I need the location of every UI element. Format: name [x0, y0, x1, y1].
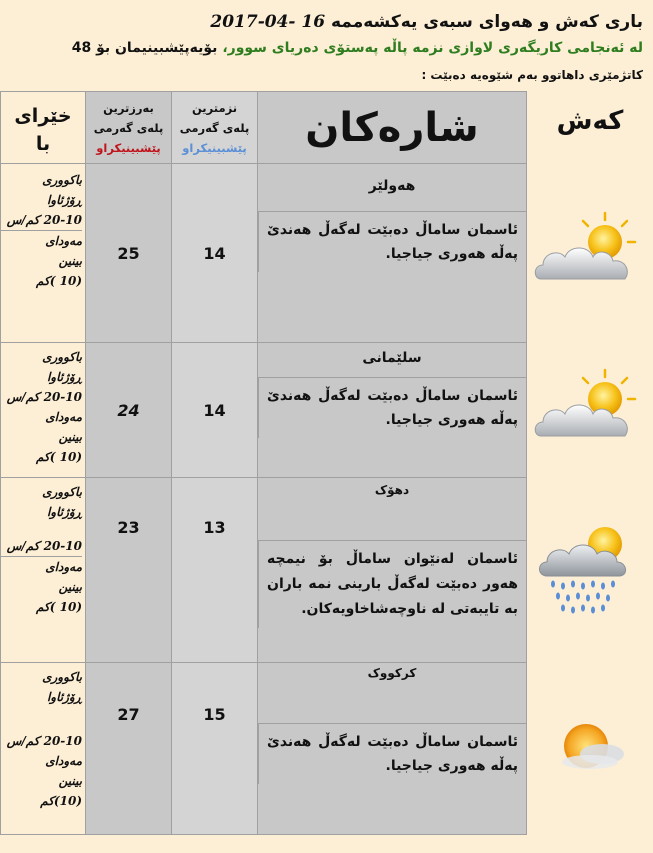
max-temp-value: 25 [86, 164, 172, 343]
max-temp-value: 24 [86, 343, 172, 478]
visibility-text: مەودای [45, 410, 82, 424]
visibility-text: (10 )کم [36, 450, 82, 464]
visibility-text: بینین [58, 580, 82, 594]
visibility-text: (10 )کم [36, 600, 82, 614]
visibility-text: مەودای [45, 234, 82, 248]
min-temp-value: 14 [172, 343, 258, 478]
wind-text: باکووری [42, 350, 82, 364]
wind-cell [1, 164, 86, 343]
visibility-text: بینین [58, 774, 82, 788]
visibility-text: بینین [58, 254, 82, 268]
forecast-table [0, 91, 653, 835]
sun-haze-icon [540, 712, 640, 782]
city-cell [258, 164, 527, 343]
table-row [1, 478, 653, 663]
forecast-title [210, 12, 643, 32]
city-name: کرکووک [258, 663, 526, 724]
max-header-line1: بەرزترین [103, 100, 154, 115]
wind-cell [1, 663, 86, 835]
city-name: سلێمانی [258, 343, 526, 378]
weather-description: ئاسمان ساماڵ دەبێت لەگەڵ هەندێ پەڵە هەوری جیاجیا. [258, 212, 526, 272]
wind-text: 20-10 کم/س [6, 390, 82, 404]
min-header-line2: پلەی گەرمی [179, 120, 250, 135]
wind-text: ڕۆژئاوا [46, 505, 82, 519]
visibility-text: (10)کم [40, 794, 82, 808]
max-temp-value: 23 [86, 478, 172, 663]
title-text: باری کەش و هەوای سبەی یەکشەممە [331, 12, 643, 32]
wind-text: ڕۆژئاوا [46, 193, 82, 207]
visibility-text: بینین [58, 430, 82, 444]
weather-header: کەش [527, 92, 653, 164]
weather-description: ئاسمان ساماڵ دەبێت لەگەڵ هەندێ پەڵە هەوری جیاجیا. [258, 724, 526, 784]
subtitle-green-text: لە ئەنجامی کاریگەری لاوازی نزمە پاڵە پەستۆی دەریای سوور، [222, 40, 643, 56]
wind-text: باکووری [42, 670, 82, 684]
weather-icon-cell [527, 478, 653, 663]
rain-cloud-icon [531, 520, 649, 616]
min-temp-value: 13 [172, 478, 258, 663]
min-temp-value: 14 [172, 164, 258, 343]
max-temp-value: 27 [86, 663, 172, 835]
weather-description: ئاسمان ساماڵ دەبێت لەگەڵ هەندێ پەڵە هەوری جیاجیا. [258, 378, 526, 438]
cities-header: شارەکان [258, 92, 527, 164]
city-cell [258, 478, 527, 663]
table-row [1, 663, 653, 835]
city-cell [258, 343, 527, 478]
city-cell [258, 663, 527, 835]
wind-text: باکووری [42, 485, 82, 499]
wind-cell [1, 478, 86, 663]
weather-description: ئاسمان لەنێوان ساماڵ بۆ نیمچە هەور دەبێت لەگەڵ بارینی نمە باران بە تایبەتی لە ناوچەشاخاویەکان. [258, 541, 526, 628]
table-row [1, 164, 653, 343]
visibility-text: مەودای [45, 560, 82, 574]
partly-cloudy-icon [531, 211, 649, 291]
wind-text: ڕۆژئاوا [46, 370, 82, 384]
visibility-text: (10 )کم [36, 274, 82, 288]
weather-icon-cell [527, 663, 653, 835]
wind-text: ڕۆژئاوا [46, 690, 82, 704]
title-date: 16 -04-2017 [210, 12, 326, 32]
wind-text: باکووری [42, 173, 82, 187]
min-temp-header [172, 92, 258, 164]
weather-icon-cell [527, 343, 653, 478]
forecast-intro: کاتژمێری داهاتوو بەم شێوەیە دەبێت : [421, 68, 643, 82]
city-name: دهۆک [258, 478, 526, 541]
wind-header-line2: با [35, 133, 51, 155]
min-header-line3: پێشبینیکراو [182, 140, 247, 155]
min-temp-value: 15 [172, 663, 258, 835]
weather-icon-cell [527, 164, 653, 343]
wind-text: 20-10 کم/س [1, 210, 82, 231]
wind-cell [1, 343, 86, 478]
forecast-subtitle [72, 40, 643, 56]
max-header-line3: پێشبینیکراو [96, 140, 161, 155]
visibility-text: مەودای [45, 754, 82, 768]
wind-text: 20-10 کم/س [1, 536, 82, 557]
table-row [1, 343, 653, 478]
partly-cloudy-icon [531, 368, 649, 448]
wind-header-line1: خێرای [14, 105, 72, 127]
city-name: هەولێر [258, 164, 526, 212]
min-header-line1: نزمترین [191, 100, 238, 115]
subtitle-hours: 48 [71, 40, 92, 56]
subtitle-text: بۆیەپێشبینیمان بۆ [96, 40, 218, 56]
max-temp-header [86, 92, 172, 164]
wind-speed-header [1, 92, 86, 164]
wind-text: 20-10 کم/س [6, 734, 82, 748]
max-header-line2: پلەی گەرمی [93, 120, 164, 135]
